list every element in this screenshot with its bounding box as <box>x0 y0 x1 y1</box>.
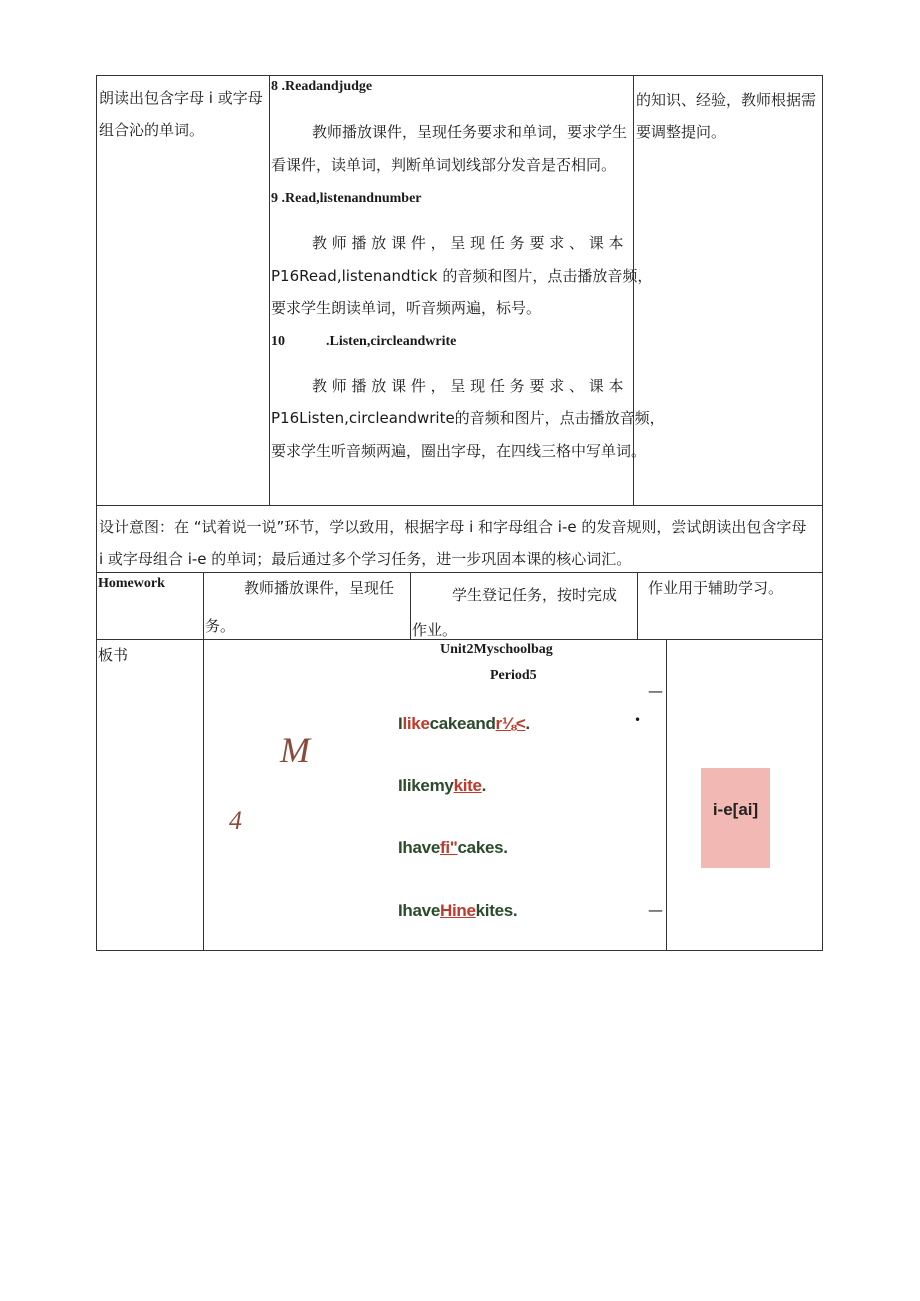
step8-title: 8 .Readandjudge <box>271 79 373 94</box>
homework-label: Homework <box>98 576 165 591</box>
homework-student-2: 作业。 <box>412 621 458 639</box>
step8-body-1: 教师播放课件，呈现任务要求和单词，要求学生 <box>312 123 628 141</box>
objective-line-2: 组合沁的单词。 <box>99 121 205 139</box>
design-intent-line-2: i 或字母组合 i-e 的单词；最后通过多个学习任务，进一步巩固本课的核心词汇。 <box>99 550 632 568</box>
step10-title: .Listen,circleandwrite <box>326 334 457 349</box>
homework-divider-2 <box>410 572 411 640</box>
design-intent-line-1: 设计意图：在 “试着说一说”环节，学以致用，根据字母 i 和字母组合 i-e 的发音规则，尝试朗读出包含字母 <box>99 518 807 536</box>
homework-student-1: 学生登记任务，按时完成 <box>452 586 618 604</box>
board-sentence-3: Ihavefi"cakes. <box>398 838 508 857</box>
table-bottom-border <box>96 950 823 951</box>
step9-body-2: P16Read,listenandtick 的音频和图片，点击播放音频， <box>271 267 653 285</box>
board-sentence-1: Ilikecakeandr⅛<. <box>398 714 530 733</box>
homework-purpose: 作业用于辅助学习。 <box>648 579 784 597</box>
board-dot: • <box>634 713 642 727</box>
table-left-border <box>96 75 97 951</box>
board-dash-bottom: — <box>648 901 663 919</box>
homework-divider-1 <box>203 572 204 951</box>
row-divider-homework <box>96 572 823 573</box>
board-dash-top: — <box>648 682 663 700</box>
step9-title: 9 .Read,listenandnumber <box>271 191 422 206</box>
board-period: Period5 <box>490 668 537 683</box>
handwritten-4: 4 <box>229 806 242 835</box>
table-right-border <box>822 75 823 951</box>
board-sentence-2: Ilikemykite. <box>398 776 487 795</box>
board-label: 板书 <box>98 646 129 664</box>
row-divider-design <box>96 505 823 506</box>
step10-body-3: 要求学生听音频两遍，圈出字母，在四线三格中写单词。 <box>271 442 647 460</box>
step10-body-1: 教 师 播 放 课 件 ， 呈 现 任 务 要 求 、 课 本 <box>312 377 624 395</box>
col-divider-1 <box>269 75 270 506</box>
step10-body-2: P16Listen,circleandwrite的音频和图片，点击播放音频， <box>271 409 665 427</box>
homework-teacher-2: 务。 <box>205 617 236 635</box>
step10-number: 10 <box>271 334 285 349</box>
intent-line-1: 的知识、经验，教师根据需 <box>636 91 817 109</box>
handwritten-m: M <box>280 730 310 770</box>
step9-body-3: 要求学生朗读单词，听音频两遍，标号。 <box>271 299 542 317</box>
board-unit-title: Unit2Myschoolbag <box>440 642 553 657</box>
objective-line-1: 朗读出包含字母 i 或字母 <box>99 89 263 107</box>
board-sentence-4: IhaveHinekites. <box>398 901 518 920</box>
phonics-card-label: i-e[ai] <box>712 800 759 819</box>
intent-line-2: 要调整提问。 <box>636 123 727 141</box>
step8-body-2: 看课件，读单词，判断单词划线部分发音是否相同。 <box>271 156 617 174</box>
homework-divider-3 <box>637 572 638 640</box>
step9-body-1: 教 师 播 放 课 件 ， 呈 现 任 务 要 求 、 课 本 <box>312 234 624 252</box>
homework-teacher-1: 教师播放课件，呈现任 <box>244 579 395 597</box>
table-top-border <box>96 75 823 76</box>
board-divider <box>666 639 667 951</box>
